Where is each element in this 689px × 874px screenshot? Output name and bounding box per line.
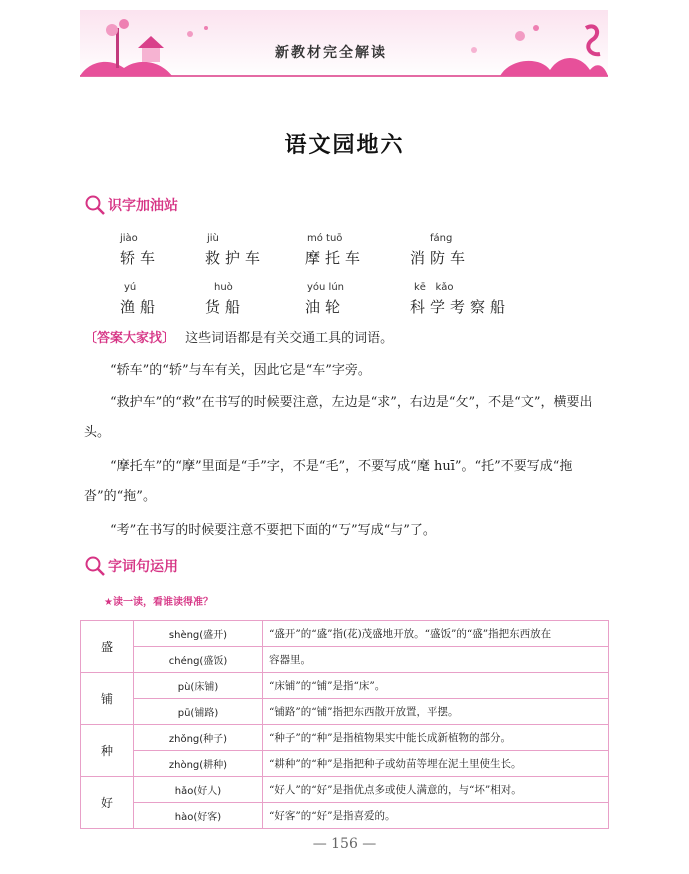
- section-heading-literacy: [84, 193, 178, 217]
- header-banner: [80, 10, 608, 78]
- pinyin: huò: [214, 282, 233, 293]
- pinyin: kē kǎo: [414, 282, 454, 293]
- pinyin: yóu lún: [307, 282, 345, 293]
- table-explanation: “铺路”的“铺”指把东西散开放置，平摆。: [263, 699, 609, 725]
- table-pinyin: zhòng(耕种): [134, 751, 263, 777]
- vocab-word: 摩托车: [305, 249, 366, 267]
- table-char: 盛: [81, 621, 134, 673]
- pinyin: jiào: [120, 233, 138, 244]
- table-pinyin: pū(铺路): [134, 699, 263, 725]
- section-title: 字词句运用: [108, 559, 178, 575]
- explanation-paragraph: “考”在书写的时候要注意不要把下面的“丂”写成“与”了。: [110, 523, 436, 538]
- answer-tag: 〔答案大家找〕: [84, 331, 176, 346]
- table-explanation: “盛开”的“盛”指(花)茂盛地开放。“盛饭”的“盛”指把东西放在: [263, 621, 609, 647]
- table-pinyin: shèng(盛开): [134, 621, 263, 647]
- vocab-word: 货船: [205, 298, 246, 316]
- table-explanation: “好客”的“好”是指喜爱的。: [263, 803, 609, 829]
- table-explanation: “床铺”的“铺”是指“床”。: [263, 673, 609, 699]
- table-explanation: 容器里。: [263, 647, 609, 673]
- pinyin: mó tuō: [307, 233, 343, 244]
- section-title: 识字加油站: [108, 198, 178, 214]
- table-row: [81, 803, 609, 829]
- table-row: [81, 647, 609, 673]
- table-row: [81, 725, 609, 751]
- table-pinyin: chéng(盛饭): [134, 647, 263, 673]
- explanation-paragraph: “轿车”的“轿”与车有关，因此它是“车”字旁。: [110, 363, 371, 378]
- vocab-word: 轿车: [120, 249, 161, 267]
- page-number: — 156 —: [312, 836, 377, 852]
- table-explanation: “种子”的“种”是指植物果实中能长成新植物的部分。: [263, 725, 609, 751]
- vocab-word: 油轮: [305, 298, 346, 316]
- table-pinyin: pù(床铺): [134, 673, 263, 699]
- table-row: [81, 777, 609, 803]
- pinyin: yú: [124, 282, 137, 293]
- table-row: [81, 699, 609, 725]
- pinyin: fáng: [430, 233, 453, 244]
- pinyin: jiù: [207, 233, 219, 244]
- answer-text: 这些词语都是有关交通工具的词语。: [185, 331, 394, 346]
- explanation-paragraph: “摩托车”的“摩”里面是“手”字，不是“毛”，不要写成“麾 huī”。“托”不要写成“拖沓”的“拖”。: [84, 459, 573, 504]
- table-pinyin: hào(好客): [134, 803, 263, 829]
- table-char: 好: [81, 777, 134, 829]
- table-pinyin: hǎo(好人): [134, 777, 263, 803]
- section-heading-usage: [84, 554, 178, 578]
- table-pinyin: zhǒng(种子): [134, 725, 263, 751]
- vocab-word: 消防车: [410, 249, 471, 267]
- table-row: [81, 673, 609, 699]
- table-row: [81, 621, 609, 647]
- table-char: 铺: [81, 673, 134, 725]
- page-title: 语文园地六: [284, 132, 405, 158]
- task-instruction: ★读一读，看谁读得准？: [104, 597, 213, 608]
- magnifier-icon: [84, 555, 106, 577]
- vocab-word: 科学考察船: [410, 298, 511, 316]
- magnifier-icon: [84, 194, 106, 216]
- vocab-word: 救护车: [205, 249, 266, 267]
- answer-intro: [84, 327, 393, 346]
- table-explanation: “好人”的“好”是指优点多或使人满意的，与“坏”相对。: [263, 777, 609, 803]
- pronunciation-table: [80, 620, 609, 829]
- table-explanation: “耕种”的“种”是指把种子或幼苗等埋在泥土里使生长。: [263, 751, 609, 777]
- table-char: 种: [81, 725, 134, 777]
- explanation-paragraph: “救护车”的“救”在书写的时候要注意，左边是“求”，右边是“攵”，不是“文”，横要出头。: [84, 395, 593, 440]
- header-title: 新教材完全解读: [275, 45, 387, 61]
- vocab-word: 渔船: [120, 298, 161, 316]
- table-row: [81, 751, 609, 777]
